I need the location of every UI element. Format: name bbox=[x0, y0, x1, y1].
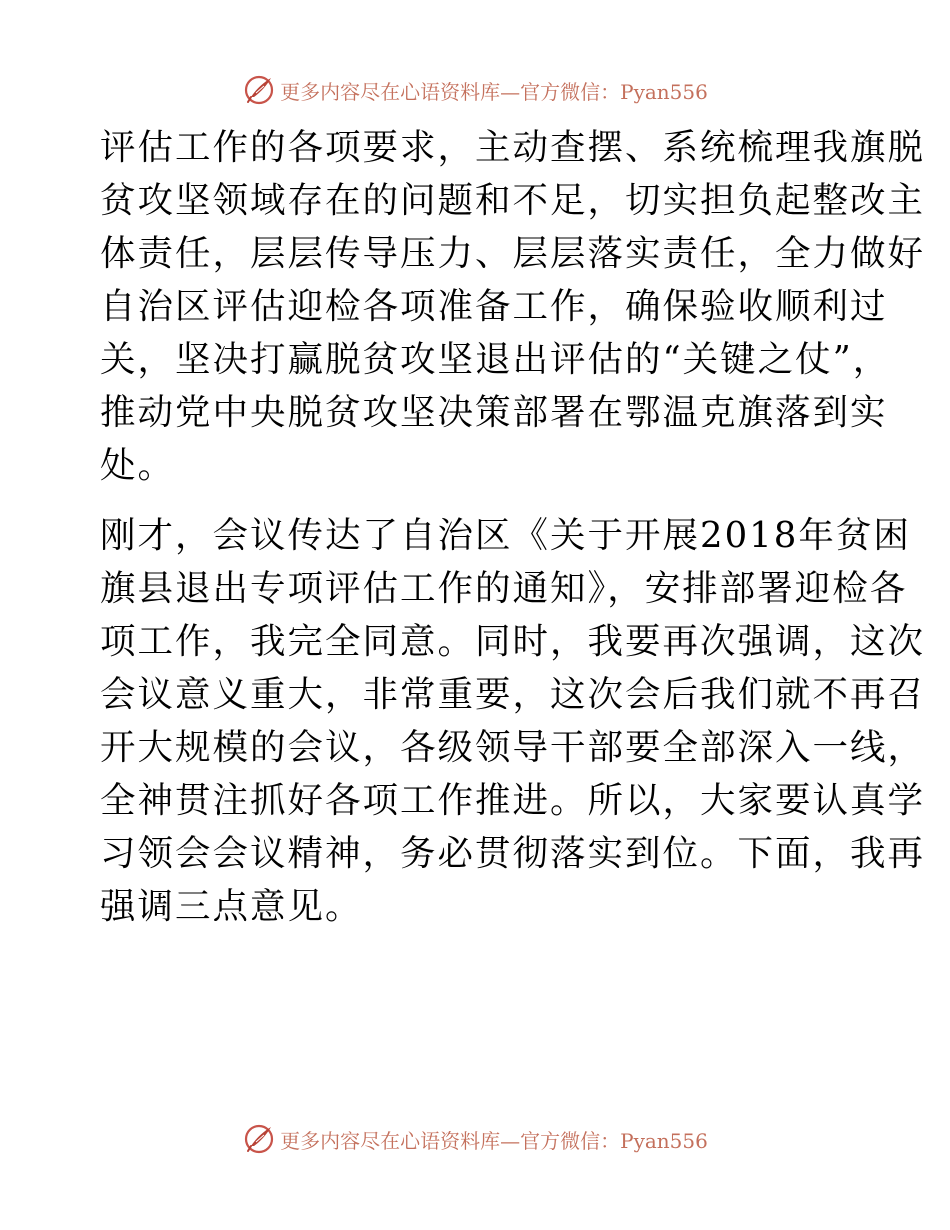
text-line: 处。 bbox=[100, 445, 176, 486]
header-watermark bbox=[0, 70, 950, 110]
watermark-text: 更多内容尽在心语资料库—官方微信：Pyan556 bbox=[280, 79, 708, 104]
text-line: 推动党中央脱贫攻坚决策部署在鄂温克旗落到实 bbox=[100, 392, 888, 433]
quill-logo-icon bbox=[242, 73, 276, 107]
watermark-text: 更多内容尽在心语资料库—官方微信：Pyan556 bbox=[280, 1128, 708, 1153]
text-line: 自治区评估迎检各项准备工作，确保验收顺利过 bbox=[100, 286, 888, 327]
text-line: 项工作，我完全同意。同时，我要再次强调，这次 bbox=[100, 621, 926, 662]
text-line: 习领会会议精神，务必贯彻落实到位。下面，我再 bbox=[100, 833, 926, 874]
text-line: 会议意义重大，非常重要，这次会后我们就不再召 bbox=[100, 674, 926, 715]
paragraph bbox=[100, 121, 926, 492]
text-line: 体责任，层层传导压力、层层落实责任，全力做好 bbox=[100, 233, 926, 274]
text-line: 评估工作的各项要求，主动查摆、系统梳理我旗脱 bbox=[100, 127, 926, 168]
text-line: 关，坚决打赢脱贫攻坚退出评估的“关键之仗”， bbox=[100, 339, 891, 380]
document-body bbox=[100, 121, 926, 933]
text-line: 全神贯注抓好各项工作推进。所以，大家要认真学 bbox=[100, 780, 926, 821]
text-line: 开大规模的会议，各级领导干部要全部深入一线， bbox=[100, 727, 926, 768]
text-line: 旗县退出专项评估工作的通知》，安排部署迎检各 bbox=[100, 568, 908, 609]
paragraph bbox=[100, 509, 926, 933]
text-line: 贫攻坚领域存在的问题和不足，切实担负起整改主 bbox=[100, 180, 926, 221]
quill-logo-icon bbox=[242, 1122, 276, 1156]
footer-watermark bbox=[0, 1119, 950, 1159]
text-line: 刚才，会议传达了自治区《关于开展2018年贫困 bbox=[100, 515, 911, 556]
text-line: 强调三点意见。 bbox=[100, 886, 363, 927]
